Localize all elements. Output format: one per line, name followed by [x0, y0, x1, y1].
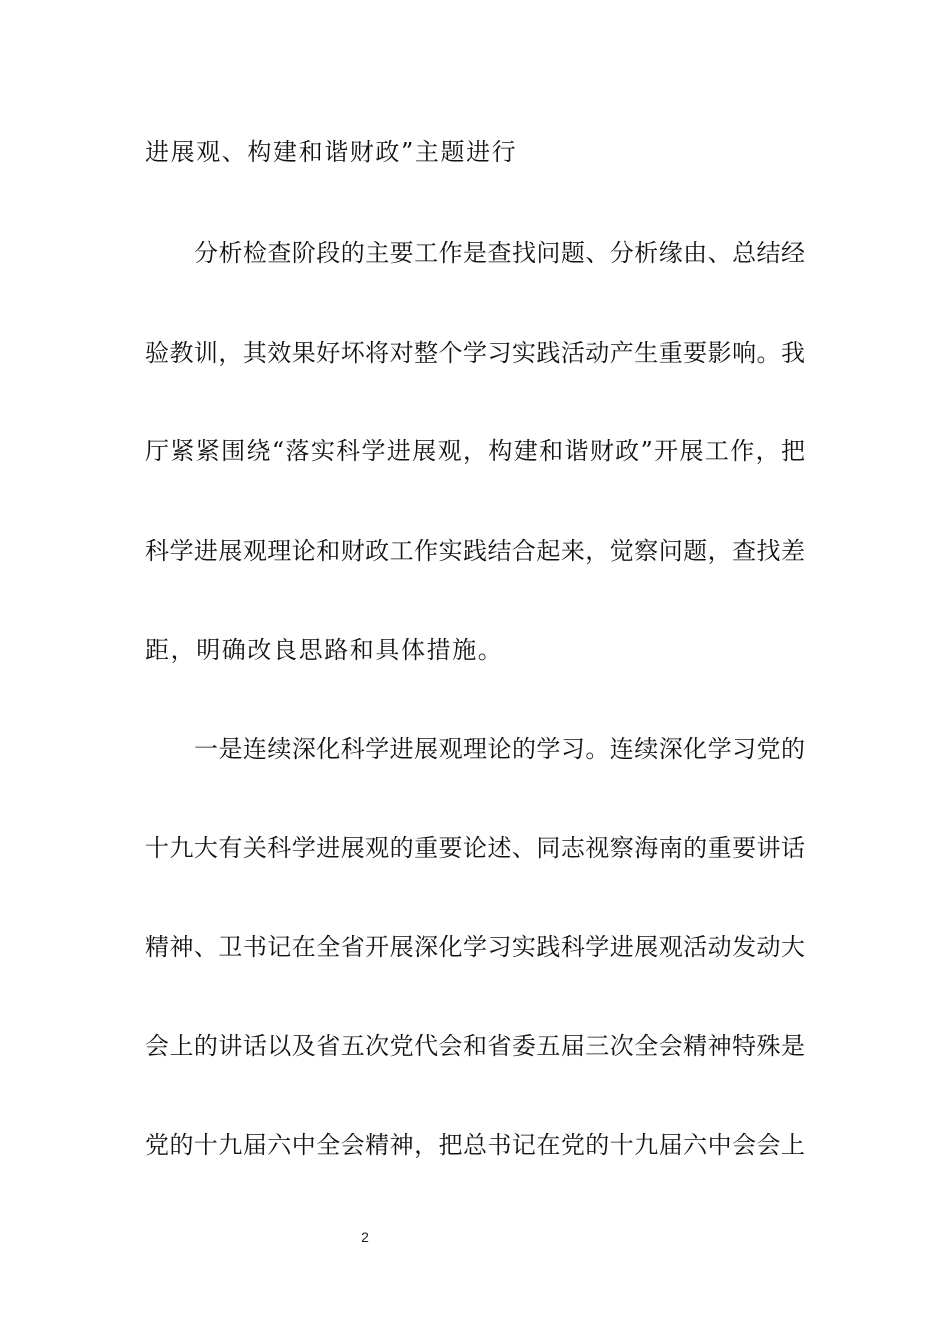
paragraph-1-line-5: 距，明确改良思路和具体措施。 — [145, 636, 504, 664]
paragraph-1-line-4: 科学进展观理论和财政工作实践结合起来，觉察问题，查找差 — [145, 537, 805, 565]
paragraph-1-line-3: 厅紧紧围绕“落实科学进展观，构建和谐财政”开展工作，把 — [145, 437, 805, 465]
text-line-1: 进展观、构建和谐财政”主题进行 — [145, 138, 518, 166]
paragraph-1-line-2: 验教训，其效果好坏将对整个学习实践活动产生重要影响。我 — [145, 339, 805, 367]
paragraph-2-line-2: 十九大有关科学进展观的重要论述、同志视察海南的重要讲话 — [145, 834, 805, 862]
paragraph-2-line-4: 会上的讲话以及省五次党代会和省委五届三次全会精神特殊是 — [145, 1032, 805, 1060]
paragraph-2-line-1: 一是连续深化科学进展观理论的学习。连续深化学习党的 — [194, 735, 805, 763]
paragraph-1-line-1: 分析检查阶段的主要工作是查找问题、分析缘由、总结经 — [194, 239, 805, 267]
page-number: 2 — [361, 1229, 369, 1245]
paragraph-2-line-5: 党的十九届六中全会精神，把总书记在党的十九届六中会会上 — [145, 1131, 805, 1159]
paragraph-2-line-3: 精神、卫书记在全省开展深化学习实践科学进展观活动发动大 — [145, 933, 805, 961]
